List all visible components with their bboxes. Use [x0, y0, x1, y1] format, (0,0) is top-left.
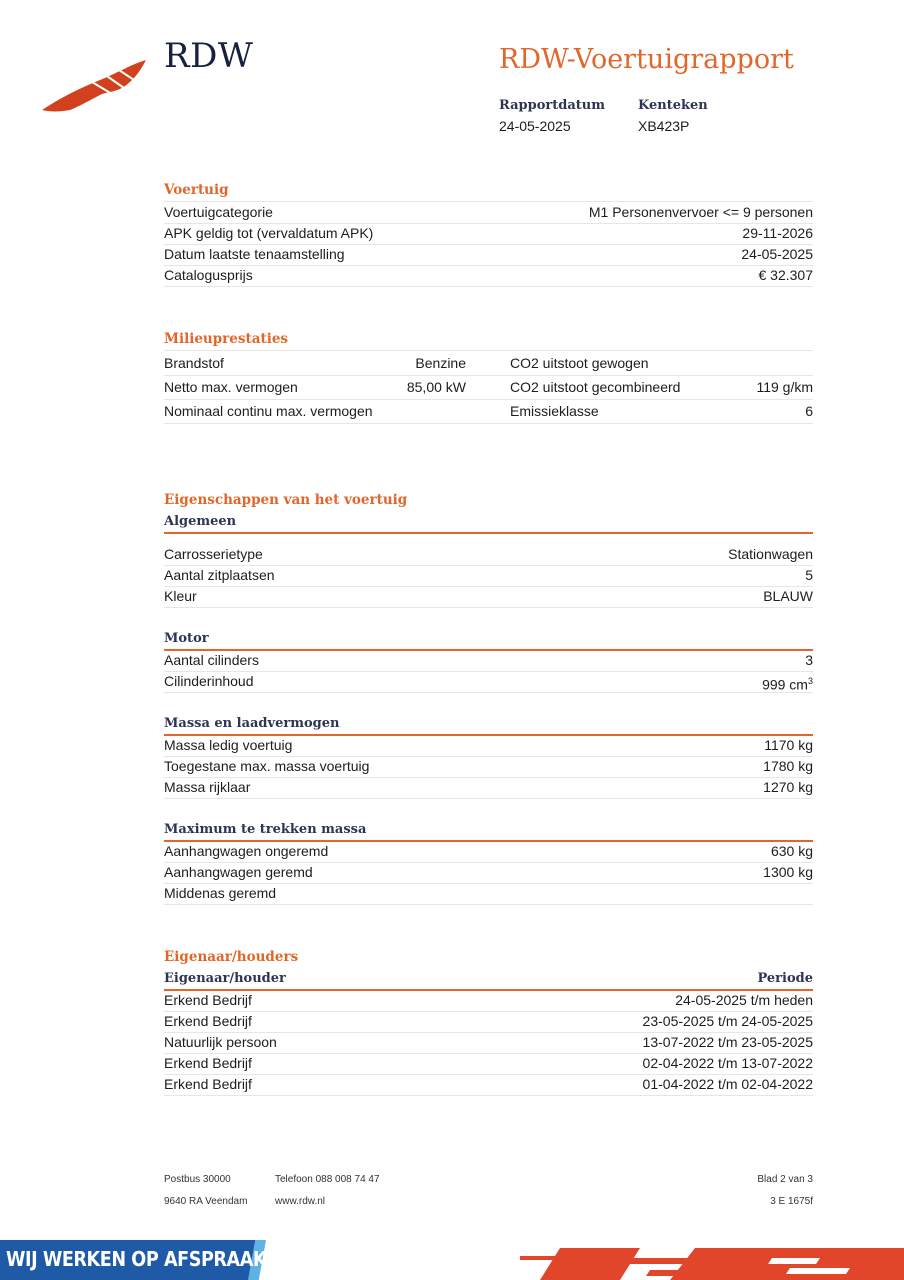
table-row — [164, 1074, 813, 1096]
row-label: Middenas geremd — [164, 885, 277, 901]
row-label: Datum laatste tenaamstelling — [164, 246, 345, 262]
table-row — [164, 399, 813, 424]
rdw-logo-icon — [40, 58, 148, 114]
report-date-label: Rapportdatum — [499, 98, 605, 113]
owner-type: Erkend Bedrijf — [164, 1013, 252, 1029]
row-label: Cilinderinhoud — [164, 673, 254, 689]
table-row — [164, 1032, 813, 1054]
row-value: 1170 kg — [764, 737, 813, 753]
divider — [164, 532, 813, 534]
row-label: Massa ledig voertuig — [164, 737, 293, 753]
row-value: 3 — [805, 652, 813, 668]
row-value: € 32.307 — [758, 267, 813, 283]
table-row — [164, 1011, 813, 1033]
section-title-environment: Milieuprestaties — [164, 331, 289, 347]
env-label: Nominaal continu max. vermogen — [164, 403, 373, 419]
column-header-owner: Eigenaar/houder — [164, 971, 286, 986]
section-title-vehicle: Voertuig — [164, 182, 229, 198]
displacement-value: 999 cm — [762, 676, 808, 693]
footer-website[interactable]: www.rdw.nl — [275, 1196, 326, 1207]
footer-city: 9640 RA Veendam — [164, 1196, 248, 1207]
row-label: Aanhangwagen ongeremd — [164, 843, 329, 859]
env-label: Emissieklasse — [510, 403, 599, 419]
footer-postbus: Postbus 30000 — [164, 1174, 231, 1185]
owner-type: Natuurlijk persoon — [164, 1034, 277, 1050]
table-row — [164, 244, 813, 266]
owner-period: 01-04-2022 t/m 02-04-2022 — [642, 1076, 813, 1092]
table-row — [164, 841, 813, 863]
env-label: CO2 uitstoot gecombineerd — [510, 379, 681, 395]
row-value: 1300 kg — [763, 864, 813, 880]
row-value: M1 Personenvervoer <= 9 personen — [588, 204, 813, 220]
row-value: 1780 kg — [763, 758, 813, 774]
table-row — [164, 586, 813, 608]
row-label: Kleur — [164, 588, 197, 604]
row-label: Catalogusprijs — [164, 267, 253, 283]
row-value — [762, 671, 813, 695]
table-row — [164, 650, 813, 672]
table-row — [164, 565, 813, 587]
table-row — [164, 265, 813, 287]
table-row — [164, 351, 813, 376]
row-label: Carrosserietype — [164, 546, 263, 562]
owner-period: 23-05-2025 t/m 24-05-2025 — [642, 1013, 813, 1029]
table-row — [164, 883, 813, 905]
env-value: 85,00 kW — [406, 379, 466, 395]
plate-value: XB423P — [638, 118, 690, 134]
section-title-properties: Eigenschappen van het voertuig — [164, 492, 408, 508]
env-value: 119 g/km — [756, 379, 813, 395]
row-value: 29-11-2026 — [742, 225, 813, 241]
row-label: Voertuigcategorie — [164, 204, 273, 220]
unit-superscript: 3 — [807, 676, 813, 686]
column-header-period: Periode — [757, 971, 813, 986]
subsection-title-engine: Motor — [164, 631, 209, 646]
appointment-banner-text: WIJ WERKEN OP AFSPRAAK — [6, 1247, 267, 1271]
logo-text: RDW — [164, 36, 254, 76]
env-label: Netto max. vermogen — [164, 379, 298, 395]
footer-phone: Telefoon 088 008 74 47 — [275, 1174, 380, 1185]
owner-period: 24-05-2025 t/m heden — [675, 992, 813, 1008]
row-value: 5 — [805, 567, 813, 583]
table-row — [164, 756, 813, 778]
section-title-owners: Eigenaar/houders — [164, 949, 299, 965]
env-label: CO2 uitstoot gewogen — [510, 355, 649, 371]
row-value: 1270 kg — [763, 779, 813, 795]
table-row — [164, 223, 813, 245]
env-value: Benzine — [415, 355, 466, 371]
row-label: Massa rijklaar — [164, 779, 251, 795]
table-row — [164, 1053, 813, 1075]
table-row — [164, 990, 813, 1012]
report-title: RDW-Voertuigrapport — [499, 44, 794, 75]
owner-type: Erkend Bedrijf — [164, 1055, 252, 1071]
env-value: 6 — [805, 403, 813, 419]
owner-type: Erkend Bedrijf — [164, 992, 252, 1008]
table-row — [164, 375, 813, 400]
footer-page-number: Blad 2 van 3 — [757, 1174, 813, 1185]
row-label: Aanhangwagen geremd — [164, 864, 313, 880]
row-label: Aantal cilinders — [164, 652, 259, 668]
table-row — [164, 544, 813, 566]
owner-period: 02-04-2022 t/m 13-07-2022 — [642, 1055, 813, 1071]
footer-code: 3 E 1675f — [770, 1196, 813, 1207]
row-value: 24-05-2025 — [741, 246, 813, 262]
table-row — [164, 202, 813, 224]
table-row — [164, 735, 813, 757]
row-value: BLAUW — [763, 588, 813, 604]
plate-label: Kenteken — [638, 98, 708, 113]
row-value: 630 kg — [770, 843, 813, 859]
owner-period: 13-07-2022 t/m 23-05-2025 — [642, 1034, 813, 1050]
decorative-stripes-icon — [520, 1244, 904, 1280]
owner-type: Erkend Bedrijf — [164, 1076, 252, 1092]
report-date-value: 24-05-2025 — [499, 118, 571, 134]
row-label: Aantal zitplaatsen — [164, 567, 275, 583]
subsection-title-mass: Massa en laadvermogen — [164, 716, 340, 731]
subsection-title-towing: Maximum te trekken massa — [164, 822, 367, 837]
row-label: Toegestane max. massa voertuig — [164, 758, 370, 774]
row-label: APK geldig tot (vervaldatum APK) — [164, 225, 374, 241]
table-row — [164, 862, 813, 884]
row-value: Stationwagen — [728, 546, 813, 562]
subsection-title-general: Algemeen — [164, 514, 237, 529]
table-row — [164, 777, 813, 799]
table-row — [164, 671, 813, 693]
env-label: Brandstof — [164, 355, 224, 371]
